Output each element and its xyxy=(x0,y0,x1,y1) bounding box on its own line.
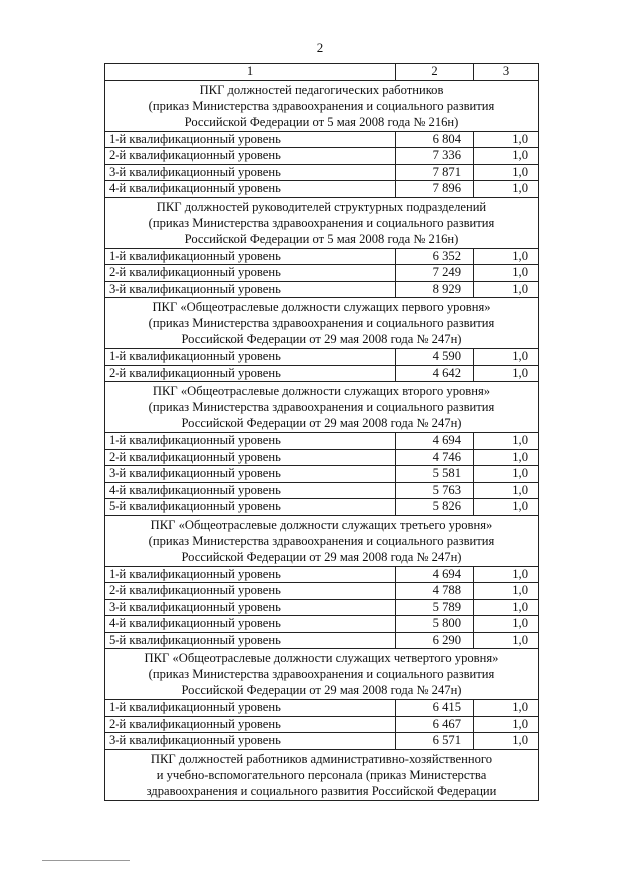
section-header-row xyxy=(105,649,539,700)
table-row xyxy=(105,499,539,516)
coefficient-cell: 1,0 xyxy=(474,248,539,265)
salary-cell: 6 804 xyxy=(396,131,474,148)
coefficient-cell: 1,0 xyxy=(474,583,539,600)
section-title-line: ПКГ должностей руководителей структурных подразделений xyxy=(156,199,487,214)
coefficient-cell: 1,0 xyxy=(474,449,539,466)
coefficient-cell: 1,0 xyxy=(474,466,539,483)
table-row xyxy=(105,181,539,198)
table-header-row xyxy=(105,64,539,81)
table-row xyxy=(105,632,539,649)
salary-cell: 6 415 xyxy=(396,700,474,717)
coefficient-cell: 1,0 xyxy=(474,164,539,181)
coefficient-cell: 1,0 xyxy=(474,599,539,616)
column-header-1: 1 xyxy=(105,64,396,81)
column-header-2: 2 xyxy=(396,64,474,81)
salary-cell: 4 642 xyxy=(396,365,474,382)
qualification-level-cell: 2-й квалификационный уровень xyxy=(105,449,396,466)
table-row xyxy=(105,248,539,265)
section-title-line: (приказ Министерства здравоохранения и социального развития xyxy=(148,400,495,414)
section-title-line: ПКГ должностей педагогических работников xyxy=(199,82,444,97)
coefficient-cell: 1,0 xyxy=(474,632,539,649)
section-title-line: (приказ Министерства здравоохранения и социального развития xyxy=(148,316,495,330)
section-header-row xyxy=(105,298,539,349)
coefficient-cell: 1,0 xyxy=(474,566,539,583)
salary-table xyxy=(104,63,539,801)
coefficient-cell: 1,0 xyxy=(474,716,539,733)
qualification-level-cell: 4-й квалификационный уровень xyxy=(105,181,396,198)
salary-cell: 7 896 xyxy=(396,181,474,198)
section-title-line: Российской Федерации от 29 мая 2008 года № 247н) xyxy=(181,416,462,430)
qualification-level-cell: 1-й квалификационный уровень xyxy=(105,131,396,148)
section-title-line: Российской Федерации от 5 мая 2008 года № 216н) xyxy=(184,231,459,246)
section-title xyxy=(105,298,539,349)
section-title xyxy=(105,80,539,131)
salary-cell: 7 336 xyxy=(396,148,474,165)
qualification-level-cell: 3-й квалификационный уровень xyxy=(105,733,396,750)
section-title-line: Российской Федерации от 29 мая 2008 года № 247н) xyxy=(181,332,462,346)
qualification-level-cell: 2-й квалификационный уровень xyxy=(105,365,396,382)
section-title-line: здравоохранения и социального развития Российской Федерации xyxy=(146,783,497,798)
salary-cell: 6 290 xyxy=(396,632,474,649)
coefficient-cell: 1,0 xyxy=(474,349,539,366)
qualification-level-cell: 1-й квалификационный уровень xyxy=(105,248,396,265)
qualification-level-cell: 2-й квалификационный уровень xyxy=(105,583,396,600)
table-row xyxy=(105,131,539,148)
qualification-level-cell: 3-й квалификационный уровень xyxy=(105,599,396,616)
section-title-line: (приказ Министерства здравоохранения и социального развития xyxy=(148,667,495,681)
section-title xyxy=(105,515,539,566)
salary-cell: 6 467 xyxy=(396,716,474,733)
qualification-level-cell: 1-й квалификационный уровень xyxy=(105,433,396,450)
coefficient-cell: 1,0 xyxy=(474,616,539,633)
coefficient-cell: 1,0 xyxy=(474,265,539,282)
salary-cell: 6 352 xyxy=(396,248,474,265)
qualification-level-cell: 1-й квалификационный уровень xyxy=(105,566,396,583)
qualification-level-cell: 3-й квалификационный уровень xyxy=(105,466,396,483)
section-header-row xyxy=(105,80,539,131)
salary-cell: 5 789 xyxy=(396,599,474,616)
qualification-level-cell: 1-й квалификационный уровень xyxy=(105,349,396,366)
section-title-line: (приказ Министерства здравоохранения и социального развития xyxy=(148,98,495,113)
qualification-level-cell: 1-й квалификационный уровень xyxy=(105,700,396,717)
column-header-3: 3 xyxy=(474,64,539,81)
footer-divider xyxy=(42,860,130,861)
table-row xyxy=(105,164,539,181)
table-row xyxy=(105,265,539,282)
table-row xyxy=(105,700,539,717)
salary-cell: 5 800 xyxy=(396,616,474,633)
coefficient-cell: 1,0 xyxy=(474,181,539,198)
table-row xyxy=(105,482,539,499)
salary-cell: 6 571 xyxy=(396,733,474,750)
section-title-line: и учебно-вспомогательного персонала (приказ Министерства xyxy=(156,767,487,782)
section-title-line: ПКГ «Общеотраслевые должности служащих третьего уровня» xyxy=(150,517,493,532)
salary-cell: 4 694 xyxy=(396,566,474,583)
table-row xyxy=(105,466,539,483)
qualification-level-cell: 3-й квалификационный уровень xyxy=(105,164,396,181)
coefficient-cell: 1,0 xyxy=(474,281,539,298)
section-header-row xyxy=(105,382,539,433)
table-row xyxy=(105,566,539,583)
coefficient-cell: 1,0 xyxy=(474,148,539,165)
table-row xyxy=(105,716,539,733)
coefficient-cell: 1,0 xyxy=(474,700,539,717)
salary-cell: 4 590 xyxy=(396,349,474,366)
section-title xyxy=(105,197,539,248)
qualification-level-cell: 4-й квалификационный уровень xyxy=(105,482,396,499)
table-row xyxy=(105,583,539,600)
qualification-level-cell: 3-й квалификационный уровень xyxy=(105,281,396,298)
salary-cell: 7 871 xyxy=(396,164,474,181)
section-title-line: ПКГ «Общеотраслевые должности служащих первого уровня» xyxy=(152,300,491,314)
section-title-line: ПКГ «Общеотраслевые должности служащих четвертого уровня» xyxy=(144,651,499,665)
salary-cell: 8 929 xyxy=(396,281,474,298)
page-number: 2 xyxy=(316,40,324,55)
table-row xyxy=(105,449,539,466)
section-header-row xyxy=(105,515,539,566)
coefficient-cell: 1,0 xyxy=(474,482,539,499)
section-title-line: Российской Федерации от 29 мая 2008 года № 247н) xyxy=(181,549,462,564)
section-title-line: Российской Федерации от 29 мая 2008 года № 247н) xyxy=(181,683,462,697)
salary-cell: 5 763 xyxy=(396,482,474,499)
section-title-line: (приказ Министерства здравоохранения и социального развития xyxy=(148,215,495,230)
coefficient-cell: 1,0 xyxy=(474,365,539,382)
section-title xyxy=(105,649,539,700)
qualification-level-cell: 2-й квалификационный уровень xyxy=(105,716,396,733)
coefficient-cell: 1,0 xyxy=(474,499,539,516)
qualification-level-cell: 5-й квалификационный уровень xyxy=(105,499,396,516)
section-title xyxy=(105,382,539,433)
table-row xyxy=(105,349,539,366)
table-row xyxy=(105,733,539,750)
salary-cell: 4 746 xyxy=(396,449,474,466)
table-row xyxy=(105,599,539,616)
qualification-level-cell: 5-й квалификационный уровень xyxy=(105,632,396,649)
salary-cell: 4 694 xyxy=(396,433,474,450)
salary-cell: 7 249 xyxy=(396,265,474,282)
salary-cell: 5 826 xyxy=(396,499,474,516)
coefficient-cell: 1,0 xyxy=(474,433,539,450)
section-title-line: Российской Федерации от 5 мая 2008 года № 216н) xyxy=(184,114,459,129)
qualification-level-cell: 4-й квалификационный уровень xyxy=(105,616,396,633)
section-header-row xyxy=(105,197,539,248)
section-header-row xyxy=(105,749,539,800)
qualification-level-cell: 2-й квалификационный уровень xyxy=(105,148,396,165)
table-row xyxy=(105,148,539,165)
salary-cell: 4 788 xyxy=(396,583,474,600)
table-row xyxy=(105,433,539,450)
coefficient-cell: 1,0 xyxy=(474,733,539,750)
section-title-line: (приказ Министерства здравоохранения и социального развития xyxy=(148,533,495,548)
table-row xyxy=(105,281,539,298)
section-title-line: ПКГ должностей работников административно-хозяйственного xyxy=(150,751,493,766)
section-title xyxy=(105,749,539,800)
table-row xyxy=(105,616,539,633)
table-row xyxy=(105,365,539,382)
qualification-level-cell: 2-й квалификационный уровень xyxy=(105,265,396,282)
section-title-line: ПКГ «Общеотраслевые должности служащих второго уровня» xyxy=(152,384,491,398)
salary-table-body xyxy=(105,64,539,801)
coefficient-cell: 1,0 xyxy=(474,131,539,148)
salary-cell: 5 581 xyxy=(396,466,474,483)
